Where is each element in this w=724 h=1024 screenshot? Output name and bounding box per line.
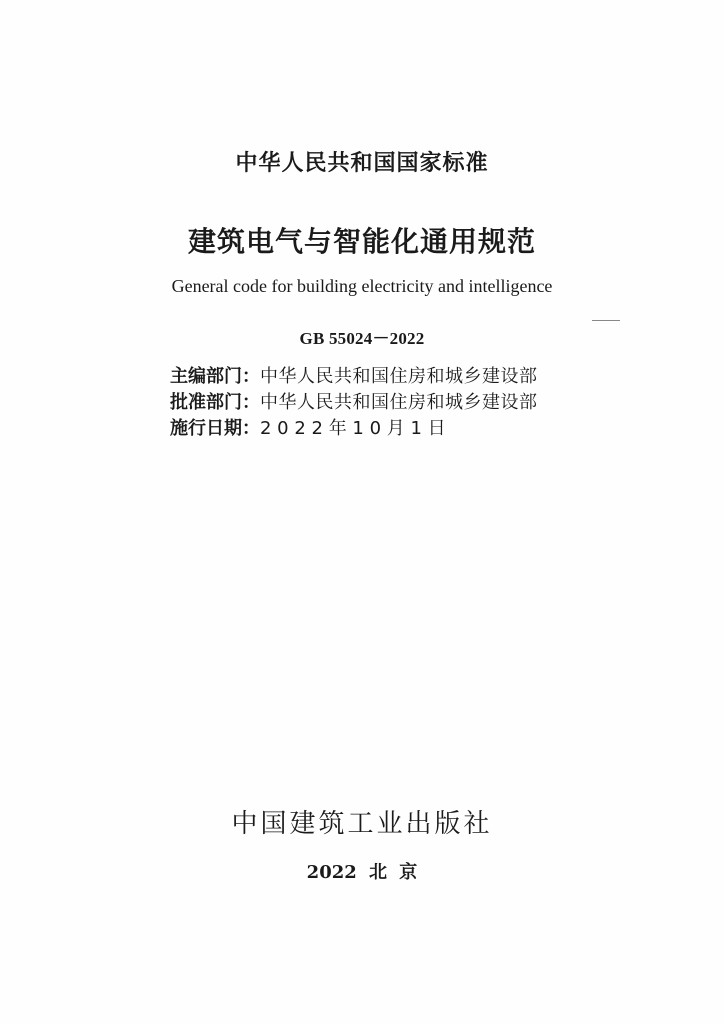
editor-value: 中华人民共和国住房和城乡建设部	[260, 366, 538, 387]
date-label: 施行日期：	[170, 418, 260, 439]
standard-code-number: GB 55024－2022	[299, 329, 425, 348]
approver-label: 批准部门：	[170, 392, 260, 413]
document-title-chinese: 建筑电气与智能化通用规范	[187, 225, 536, 258]
national-standard-heading: 中华人民共和国国家标准	[235, 151, 489, 176]
editor-row	[170, 364, 538, 390]
approver-value: 中华人民共和国住房和城乡建设部	[260, 392, 538, 413]
editor-label: 主编部门：	[170, 366, 260, 387]
scan-mark-divider	[592, 320, 620, 321]
date-value: 2 0 2 2 年 1 0 月 1 日	[260, 418, 446, 439]
document-title-english: General code for building electricity and intelligence	[171, 276, 553, 296]
date-row	[170, 416, 538, 442]
info-block	[170, 364, 538, 442]
publication-year-place: 2022 北 京	[306, 862, 418, 883]
publisher-name: 中国建筑工业出版社	[231, 809, 493, 839]
approver-row	[170, 390, 538, 416]
